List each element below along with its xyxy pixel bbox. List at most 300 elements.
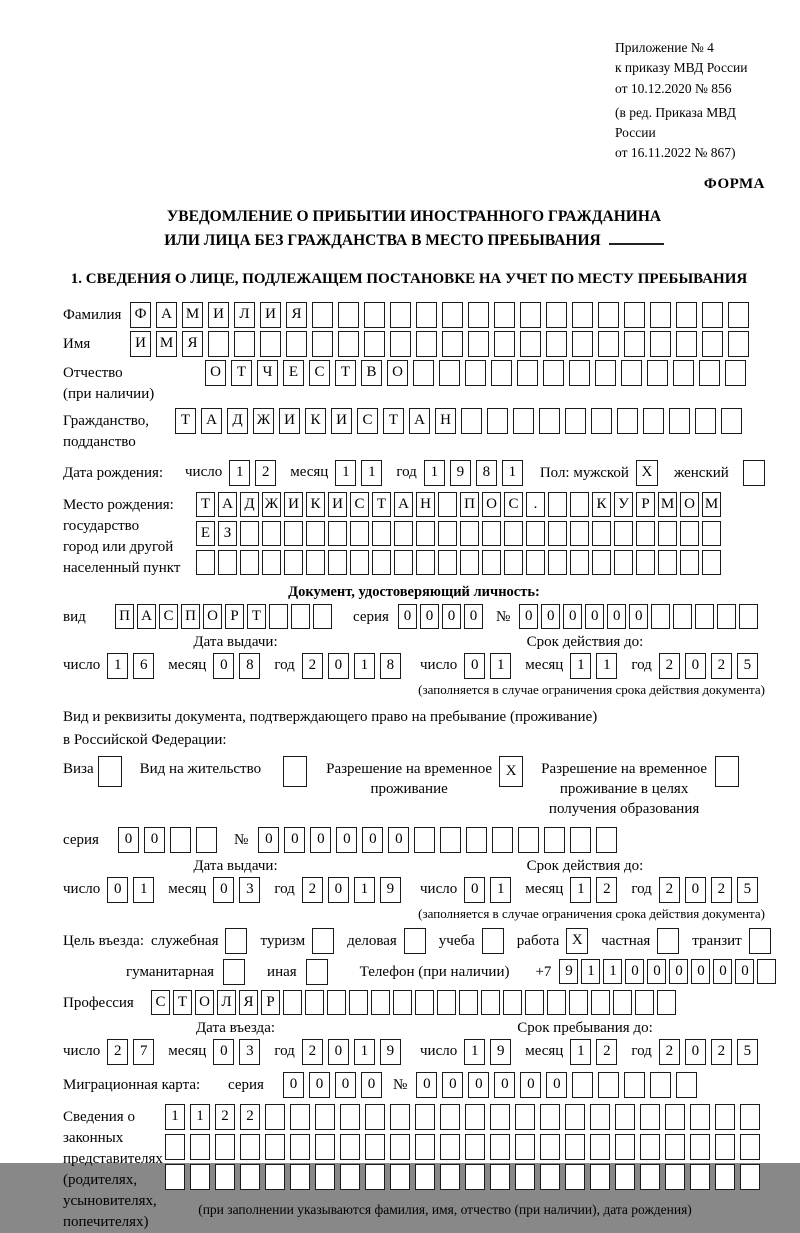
char-box[interactable]: [643, 408, 664, 434]
char-box[interactable]: [372, 521, 391, 546]
char-box[interactable]: [283, 990, 302, 1015]
char-box[interactable]: 0: [464, 604, 483, 629]
char-box[interactable]: [757, 959, 776, 984]
char-box[interactable]: [676, 1072, 697, 1098]
char-box[interactable]: Р: [636, 492, 655, 517]
char-box[interactable]: [390, 331, 411, 357]
char-box[interactable]: Ч: [257, 360, 278, 386]
char-box[interactable]: [717, 604, 736, 629]
char-box[interactable]: [695, 604, 714, 629]
char-box[interactable]: 1: [490, 877, 511, 903]
char-box[interactable]: [240, 1164, 260, 1190]
char-box[interactable]: [565, 1104, 585, 1130]
char-box[interactable]: [416, 331, 437, 357]
char-box[interactable]: 8: [476, 460, 497, 486]
char-box[interactable]: [265, 1164, 285, 1190]
char-box[interactable]: [695, 408, 716, 434]
char-box[interactable]: О: [195, 990, 214, 1015]
char-box[interactable]: [394, 521, 413, 546]
char-box[interactable]: [416, 521, 435, 546]
char-box[interactable]: [260, 331, 281, 357]
char-box[interactable]: 0: [362, 827, 383, 853]
char-box[interactable]: [517, 360, 538, 386]
checkbox-cell[interactable]: [715, 756, 739, 787]
char-box[interactable]: С: [309, 360, 330, 386]
char-box[interactable]: М: [658, 492, 677, 517]
char-box[interactable]: 1: [354, 1039, 375, 1065]
char-box[interactable]: [657, 990, 676, 1015]
char-box[interactable]: [565, 1164, 585, 1190]
char-box[interactable]: М: [156, 331, 177, 357]
char-box[interactable]: Р: [261, 990, 280, 1015]
char-box[interactable]: Т: [372, 492, 391, 517]
char-box[interactable]: [190, 1164, 210, 1190]
char-box[interactable]: [437, 990, 456, 1015]
char-box[interactable]: И: [284, 492, 303, 517]
char-box[interactable]: [699, 360, 720, 386]
char-box[interactable]: [624, 331, 645, 357]
char-box[interactable]: [569, 990, 588, 1015]
char-box[interactable]: [725, 360, 746, 386]
char-box[interactable]: [364, 302, 385, 328]
char-box[interactable]: [503, 990, 522, 1015]
char-box[interactable]: 1: [361, 460, 382, 486]
char-box[interactable]: И: [260, 302, 281, 328]
char-box[interactable]: [394, 550, 413, 575]
char-box[interactable]: [658, 550, 677, 575]
char-box[interactable]: 9: [450, 460, 471, 486]
char-box[interactable]: 9: [559, 959, 578, 984]
char-box[interactable]: Т: [196, 492, 215, 517]
char-box[interactable]: 1: [490, 653, 511, 679]
char-box[interactable]: А: [156, 302, 177, 328]
char-box[interactable]: [312, 302, 333, 328]
char-box[interactable]: К: [306, 492, 325, 517]
char-box[interactable]: Р: [225, 604, 244, 629]
char-box[interactable]: 0: [713, 959, 732, 984]
checkbox-cell[interactable]: [312, 928, 334, 954]
char-box[interactable]: [624, 302, 645, 328]
char-box[interactable]: [466, 827, 487, 853]
char-box[interactable]: 2: [107, 1039, 128, 1065]
char-box[interactable]: 0: [420, 604, 439, 629]
char-box[interactable]: [290, 1164, 310, 1190]
char-box[interactable]: Я: [286, 302, 307, 328]
char-box[interactable]: [702, 302, 723, 328]
char-box[interactable]: [365, 1104, 385, 1130]
char-box[interactable]: 8: [380, 653, 401, 679]
char-box[interactable]: [572, 302, 593, 328]
char-box[interactable]: И: [130, 331, 151, 357]
char-box[interactable]: [614, 550, 633, 575]
char-box[interactable]: Т: [175, 408, 196, 434]
char-box[interactable]: С: [504, 492, 523, 517]
char-box[interactable]: [615, 1104, 635, 1130]
char-box[interactable]: 2: [596, 1039, 617, 1065]
char-box[interactable]: 2: [302, 1039, 323, 1065]
char-box[interactable]: 1: [190, 1104, 210, 1130]
char-box[interactable]: [680, 550, 699, 575]
char-box[interactable]: [328, 521, 347, 546]
char-box[interactable]: [546, 302, 567, 328]
char-box[interactable]: [598, 1072, 619, 1098]
char-box[interactable]: [284, 550, 303, 575]
char-box[interactable]: 0: [685, 877, 706, 903]
char-box[interactable]: [520, 331, 541, 357]
char-box[interactable]: 5: [737, 877, 758, 903]
char-box[interactable]: 0: [541, 604, 560, 629]
char-box[interactable]: [621, 360, 642, 386]
char-box[interactable]: [290, 1104, 310, 1130]
char-box[interactable]: С: [159, 604, 178, 629]
char-box[interactable]: П: [460, 492, 479, 517]
char-box[interactable]: 1: [581, 959, 600, 984]
char-box[interactable]: [415, 1134, 435, 1160]
char-box[interactable]: [312, 331, 333, 357]
char-box[interactable]: 1: [424, 460, 445, 486]
char-box[interactable]: [215, 1164, 235, 1190]
char-box[interactable]: А: [409, 408, 430, 434]
char-box[interactable]: [702, 521, 721, 546]
char-box[interactable]: 1: [165, 1104, 185, 1130]
char-box[interactable]: Я: [239, 990, 258, 1015]
char-box[interactable]: 0: [563, 604, 582, 629]
char-box[interactable]: [640, 1164, 660, 1190]
char-box[interactable]: [596, 827, 617, 853]
char-box[interactable]: [515, 1104, 535, 1130]
char-box[interactable]: [636, 550, 655, 575]
char-box[interactable]: [665, 1134, 685, 1160]
char-box[interactable]: [438, 492, 457, 517]
char-box[interactable]: [504, 521, 523, 546]
char-box[interactable]: [598, 331, 619, 357]
char-box[interactable]: [669, 408, 690, 434]
char-box[interactable]: [591, 408, 612, 434]
checkbox-cell[interactable]: [482, 928, 504, 954]
char-box[interactable]: .: [526, 492, 545, 517]
char-box[interactable]: [635, 990, 654, 1015]
char-box[interactable]: [262, 521, 281, 546]
char-box[interactable]: [481, 990, 500, 1015]
char-box[interactable]: 0: [416, 1072, 437, 1098]
char-box[interactable]: 0: [464, 877, 485, 903]
char-box[interactable]: [613, 990, 632, 1015]
char-box[interactable]: [234, 331, 255, 357]
char-box[interactable]: 2: [215, 1104, 235, 1130]
char-box[interactable]: Н: [416, 492, 435, 517]
checkbox-cell[interactable]: X: [499, 756, 523, 787]
char-box[interactable]: У: [614, 492, 633, 517]
char-box[interactable]: [518, 827, 539, 853]
char-box[interactable]: [690, 1164, 710, 1190]
char-box[interactable]: [715, 1104, 735, 1130]
char-box[interactable]: [676, 331, 697, 357]
char-box[interactable]: 3: [239, 1039, 260, 1065]
char-box[interactable]: [350, 550, 369, 575]
char-box[interactable]: Ж: [262, 492, 281, 517]
char-box[interactable]: [676, 302, 697, 328]
char-box[interactable]: 0: [361, 1072, 382, 1098]
checkbox-cell[interactable]: [98, 756, 122, 787]
char-box[interactable]: И: [279, 408, 300, 434]
char-box[interactable]: [390, 1104, 410, 1130]
char-box[interactable]: [415, 1104, 435, 1130]
char-box[interactable]: [315, 1134, 335, 1160]
char-box[interactable]: [540, 1134, 560, 1160]
char-box[interactable]: С: [151, 990, 170, 1015]
char-box[interactable]: 0: [107, 877, 128, 903]
char-box[interactable]: [465, 360, 486, 386]
char-box[interactable]: [592, 521, 611, 546]
char-box[interactable]: [721, 408, 742, 434]
char-box[interactable]: [494, 331, 515, 357]
char-box[interactable]: [468, 331, 489, 357]
char-box[interactable]: [647, 360, 668, 386]
char-box[interactable]: [539, 408, 560, 434]
char-box[interactable]: [482, 550, 501, 575]
char-box[interactable]: 0: [629, 604, 648, 629]
char-box[interactable]: Н: [435, 408, 456, 434]
char-box[interactable]: 7: [133, 1039, 154, 1065]
char-box[interactable]: 0: [328, 877, 349, 903]
char-box[interactable]: [570, 550, 589, 575]
char-box[interactable]: [615, 1164, 635, 1190]
char-box[interactable]: [286, 331, 307, 357]
char-box[interactable]: [305, 990, 324, 1015]
char-box[interactable]: [460, 521, 479, 546]
char-box[interactable]: 1: [570, 877, 591, 903]
char-box[interactable]: 0: [519, 604, 538, 629]
char-box[interactable]: [291, 604, 310, 629]
char-box[interactable]: [526, 521, 545, 546]
char-box[interactable]: А: [218, 492, 237, 517]
char-box[interactable]: [548, 550, 567, 575]
char-box[interactable]: 0: [213, 877, 234, 903]
char-box[interactable]: [487, 408, 508, 434]
char-box[interactable]: [665, 1164, 685, 1190]
char-box[interactable]: 0: [685, 1039, 706, 1065]
char-box[interactable]: П: [181, 604, 200, 629]
char-box[interactable]: О: [205, 360, 226, 386]
char-box[interactable]: 6: [133, 653, 154, 679]
char-box[interactable]: [650, 1072, 671, 1098]
char-box[interactable]: [673, 604, 692, 629]
char-box[interactable]: [338, 331, 359, 357]
char-box[interactable]: [442, 302, 463, 328]
checkbox-cell[interactable]: [657, 928, 679, 954]
char-box[interactable]: З: [218, 521, 237, 546]
char-box[interactable]: Д: [227, 408, 248, 434]
char-box[interactable]: [390, 1164, 410, 1190]
char-box[interactable]: 1: [596, 653, 617, 679]
char-box[interactable]: [269, 604, 288, 629]
char-box[interactable]: 0: [336, 827, 357, 853]
char-box[interactable]: 0: [118, 827, 139, 853]
char-box[interactable]: [702, 331, 723, 357]
char-box[interactable]: А: [394, 492, 413, 517]
char-box[interactable]: [415, 990, 434, 1015]
char-box[interactable]: [590, 1134, 610, 1160]
char-box[interactable]: 0: [258, 827, 279, 853]
char-box[interactable]: [598, 302, 619, 328]
char-box[interactable]: [640, 1104, 660, 1130]
char-box[interactable]: 1: [354, 877, 375, 903]
char-box[interactable]: [240, 550, 259, 575]
checkbox-cell[interactable]: [223, 959, 245, 985]
char-box[interactable]: [658, 521, 677, 546]
char-box[interactable]: О: [203, 604, 222, 629]
char-box[interactable]: [390, 1134, 410, 1160]
char-box[interactable]: [570, 521, 589, 546]
char-box[interactable]: [491, 360, 512, 386]
char-box[interactable]: [459, 990, 478, 1015]
char-box[interactable]: А: [201, 408, 222, 434]
char-box[interactable]: 5: [737, 653, 758, 679]
char-box[interactable]: 5: [737, 1039, 758, 1065]
char-box[interactable]: 0: [669, 959, 688, 984]
char-box[interactable]: [465, 1164, 485, 1190]
char-box[interactable]: [494, 302, 515, 328]
char-box[interactable]: [306, 550, 325, 575]
checkbox-cell[interactable]: [749, 928, 771, 954]
char-box[interactable]: 0: [442, 1072, 463, 1098]
char-box[interactable]: 0: [685, 653, 706, 679]
char-box[interactable]: [440, 1104, 460, 1130]
char-box[interactable]: [617, 408, 638, 434]
char-box[interactable]: [165, 1164, 185, 1190]
char-box[interactable]: [190, 1134, 210, 1160]
char-box[interactable]: [371, 990, 390, 1015]
char-box[interactable]: [349, 990, 368, 1015]
char-box[interactable]: М: [702, 492, 721, 517]
char-box[interactable]: 3: [239, 877, 260, 903]
char-box[interactable]: [740, 1134, 760, 1160]
char-box[interactable]: [393, 990, 412, 1015]
char-box[interactable]: [290, 1134, 310, 1160]
char-box[interactable]: К: [305, 408, 326, 434]
char-box[interactable]: [265, 1134, 285, 1160]
char-box[interactable]: [439, 360, 460, 386]
char-box[interactable]: 0: [213, 1039, 234, 1065]
char-box[interactable]: [740, 1164, 760, 1190]
char-box[interactable]: 0: [388, 827, 409, 853]
char-box[interactable]: 0: [546, 1072, 567, 1098]
checkbox-cell[interactable]: [306, 959, 328, 985]
char-box[interactable]: [565, 1134, 585, 1160]
char-box[interactable]: [740, 1104, 760, 1130]
char-box[interactable]: [438, 550, 457, 575]
char-box[interactable]: 1: [133, 877, 154, 903]
char-box[interactable]: [460, 550, 479, 575]
char-box[interactable]: [490, 1164, 510, 1190]
char-box[interactable]: 0: [468, 1072, 489, 1098]
char-box[interactable]: [590, 1104, 610, 1130]
char-box[interactable]: Я: [182, 331, 203, 357]
char-box[interactable]: 1: [107, 653, 128, 679]
char-box[interactable]: [548, 492, 567, 517]
char-box[interactable]: [438, 521, 457, 546]
char-box[interactable]: [640, 1134, 660, 1160]
char-box[interactable]: В: [361, 360, 382, 386]
char-box[interactable]: 1: [229, 460, 250, 486]
char-box[interactable]: 9: [380, 877, 401, 903]
char-box[interactable]: И: [208, 302, 229, 328]
char-box[interactable]: Л: [234, 302, 255, 328]
char-box[interactable]: [515, 1164, 535, 1190]
char-box[interactable]: 1: [335, 460, 356, 486]
char-box[interactable]: Д: [240, 492, 259, 517]
char-box[interactable]: [490, 1134, 510, 1160]
char-box[interactable]: [615, 1134, 635, 1160]
char-box[interactable]: 2: [255, 460, 276, 486]
char-box[interactable]: 0: [335, 1072, 356, 1098]
char-box[interactable]: 0: [283, 1072, 304, 1098]
char-box[interactable]: [690, 1104, 710, 1130]
char-box[interactable]: 2: [659, 1039, 680, 1065]
char-box[interactable]: [728, 331, 749, 357]
char-box[interactable]: [313, 604, 332, 629]
char-box[interactable]: [240, 1134, 260, 1160]
char-box[interactable]: [416, 302, 437, 328]
char-box[interactable]: 0: [442, 604, 461, 629]
char-box[interactable]: [490, 1104, 510, 1130]
char-box[interactable]: 0: [494, 1072, 515, 1098]
char-box[interactable]: 8: [239, 653, 260, 679]
char-box[interactable]: 9: [490, 1039, 511, 1065]
char-box[interactable]: Ф: [130, 302, 151, 328]
char-box[interactable]: [364, 331, 385, 357]
char-box[interactable]: Ж: [253, 408, 274, 434]
char-box[interactable]: Т: [335, 360, 356, 386]
char-box[interactable]: 0: [144, 827, 165, 853]
char-box[interactable]: [543, 360, 564, 386]
char-box[interactable]: 2: [302, 653, 323, 679]
char-box[interactable]: [572, 1072, 593, 1098]
char-box[interactable]: [513, 408, 534, 434]
char-box[interactable]: [590, 1164, 610, 1190]
checkbox-cell[interactable]: [283, 756, 307, 787]
char-box[interactable]: П: [115, 604, 134, 629]
char-box[interactable]: [165, 1134, 185, 1160]
char-box[interactable]: 0: [735, 959, 754, 984]
char-box[interactable]: [327, 990, 346, 1015]
char-box[interactable]: [504, 550, 523, 575]
char-box[interactable]: 2: [240, 1104, 260, 1130]
char-box[interactable]: [540, 1164, 560, 1190]
char-box[interactable]: [650, 302, 671, 328]
char-box[interactable]: [465, 1104, 485, 1130]
char-box[interactable]: [715, 1164, 735, 1190]
char-box[interactable]: [440, 1134, 460, 1160]
char-box[interactable]: 0: [520, 1072, 541, 1098]
char-box[interactable]: [315, 1164, 335, 1190]
char-box[interactable]: [416, 550, 435, 575]
char-box[interactable]: [547, 990, 566, 1015]
char-box[interactable]: [170, 827, 191, 853]
char-box[interactable]: 0: [398, 604, 417, 629]
char-box[interactable]: 2: [596, 877, 617, 903]
char-box[interactable]: 0: [328, 1039, 349, 1065]
checkbox-cell[interactable]: X: [636, 460, 658, 486]
char-box[interactable]: М: [182, 302, 203, 328]
char-box[interactable]: [284, 521, 303, 546]
char-box[interactable]: [413, 360, 434, 386]
char-box[interactable]: [673, 360, 694, 386]
char-box[interactable]: [482, 521, 501, 546]
char-box[interactable]: [624, 1072, 645, 1098]
char-box[interactable]: [614, 521, 633, 546]
char-box[interactable]: А: [137, 604, 156, 629]
